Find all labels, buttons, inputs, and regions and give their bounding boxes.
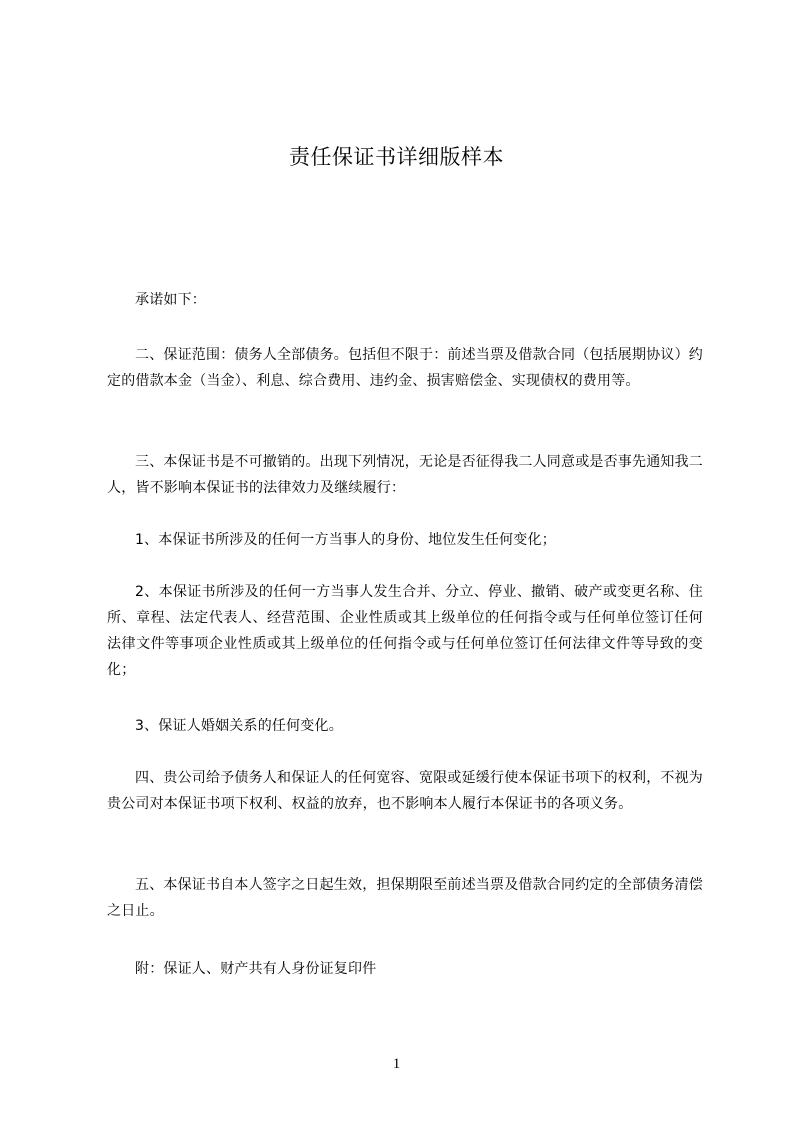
attachment-note: 附：保证人、财产共有人身份证复印件 — [135, 961, 377, 977]
intro-paragraph: 承诺如下： — [135, 292, 206, 308]
clause-3-item-3: 3、保证人婚姻关系的任何变化。 — [135, 718, 343, 734]
clause-5-effective-period: 五、本保证书自本人签字之日起生效，担保期限至前述当票及借款合同约定的全部债务清偿之日止。 — [107, 877, 703, 919]
clause-3-item-2: 2、本保证书所涉及的任何一方当事人发生合并、分立、停业、撤销、破产或变更名称、住所、章程、法定代表人、经营范围、企业性质或其上级单位的任何指令或与任何单位签订任何法律文件等事项企业性质或其上级单位的任何指令或与任何单位签订任何法律文件等导致的变化； — [107, 584, 703, 678]
clause-3-irrevocable: 三、本保证书是不可撤销的。出现下列情况，无论是否征得我二人同意或是否事先通知我二人，皆不影响本保证书的法律效力及继续履行： — [107, 454, 703, 496]
clause-2-guarantee-scope: 二、保证范围：债务人全部债务。包括但不限于：前述当票及借款合同（包括展期协议）约定的借款本金（当金）、利息、综合费用、违约金、损害赔偿金、实现债权的费用等。 — [107, 347, 703, 389]
clause-4-leniency: 四、贵公司给予债务人和保证人的任何宽容、宽限或延缓行使本保证书项下的权利，不视为贵公司对本保证书项下权利、权益的放弃，也不影响本人履行本保证书的各项义务。 — [107, 770, 703, 812]
clause-3-item-1: 1、本保证书所涉及的任何一方当事人的身份、地位发生任何变化； — [135, 532, 556, 548]
page-number: 1 — [392, 1056, 401, 1072]
document-title: 责任保证书详细版样本 — [289, 145, 504, 169]
